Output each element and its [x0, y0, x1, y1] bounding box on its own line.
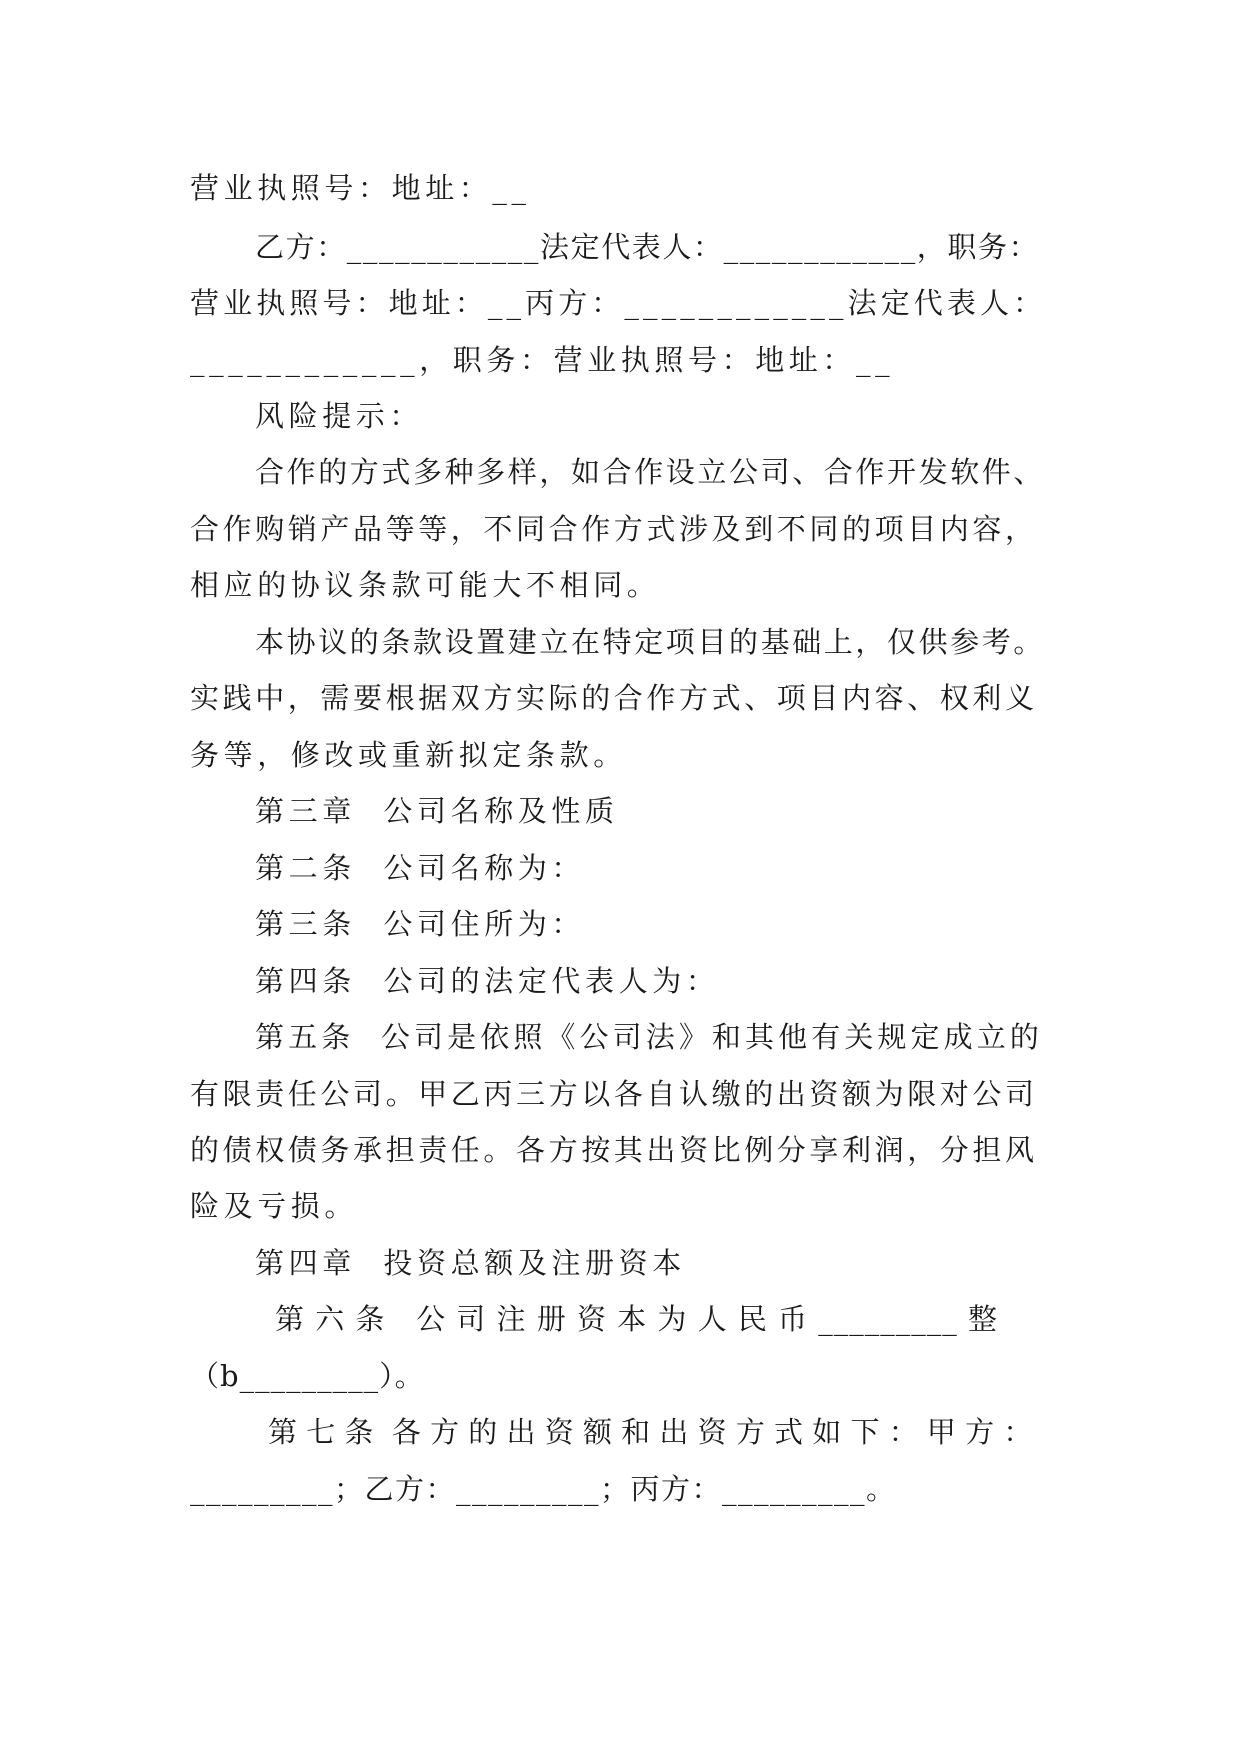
text-line: 合作的方式多种多样，如合作设立公司、合作开发软件、 [255, 455, 1046, 489]
text-line: 实践中，需要根据双方实际的合作方式、项目内容、权利义 [190, 681, 1038, 715]
text-line: 本协议的条款设置建立在特定项目的基础上，仅供参考。 [255, 625, 1046, 659]
text-line: 务等，修改或重新拟定条款。 [190, 738, 627, 772]
text-line: 的债权债务承担责任。各方按其出资比例分享利润，分担风 [190, 1133, 1038, 1167]
text-line: 乙方：____________法定代表人：____________，职务： [255, 230, 1040, 264]
article-line: 第三条 公司住所为： [255, 907, 586, 941]
article-line: 第 七 条 各 方 的 出 资 额 和 出 资 方 式 如 下 ： 甲 方 ： [268, 1415, 1033, 1449]
text-line: 合作购销产品等等，不同合作方式涉及到不同的项目内容， [190, 512, 1038, 546]
article-line: 第四条 公司的法定代表人为： [255, 964, 720, 998]
text-line: 风险提示： [255, 399, 424, 433]
article-line: 第五条 公司是依照《公司法》和其他有关规定成立的 [255, 1020, 1043, 1054]
text-line: _________；乙方：_________；丙方：_________。 [190, 1472, 897, 1506]
text-line: 有限责任公司。甲乙丙三方以各自认缴的出资额为限对公司 [190, 1077, 1038, 1111]
chapter-heading: 第三章 公司名称及性质 [255, 794, 619, 828]
chapter-heading: 第四章 投资总额及注册资本 [255, 1246, 686, 1280]
text-line: 营业执照号：地址：__丙方：____________法定代表人： [190, 286, 1047, 320]
text-line: 营业执照号：地址：__ [190, 171, 531, 205]
text-line: 险及亏损。 [190, 1189, 359, 1223]
text-line: ____________，职务：营业执照号：地址：__ [190, 343, 895, 377]
article-line: 第 六 条 公 司 注 册 资 本 为 人 民 币 _________ 整 [275, 1302, 998, 1336]
text-line: 相应的协议条款可能大不相同。 [190, 568, 661, 602]
text-line: （b_________）。 [190, 1359, 425, 1393]
article-line: 第二条 公司名称为： [255, 851, 586, 885]
